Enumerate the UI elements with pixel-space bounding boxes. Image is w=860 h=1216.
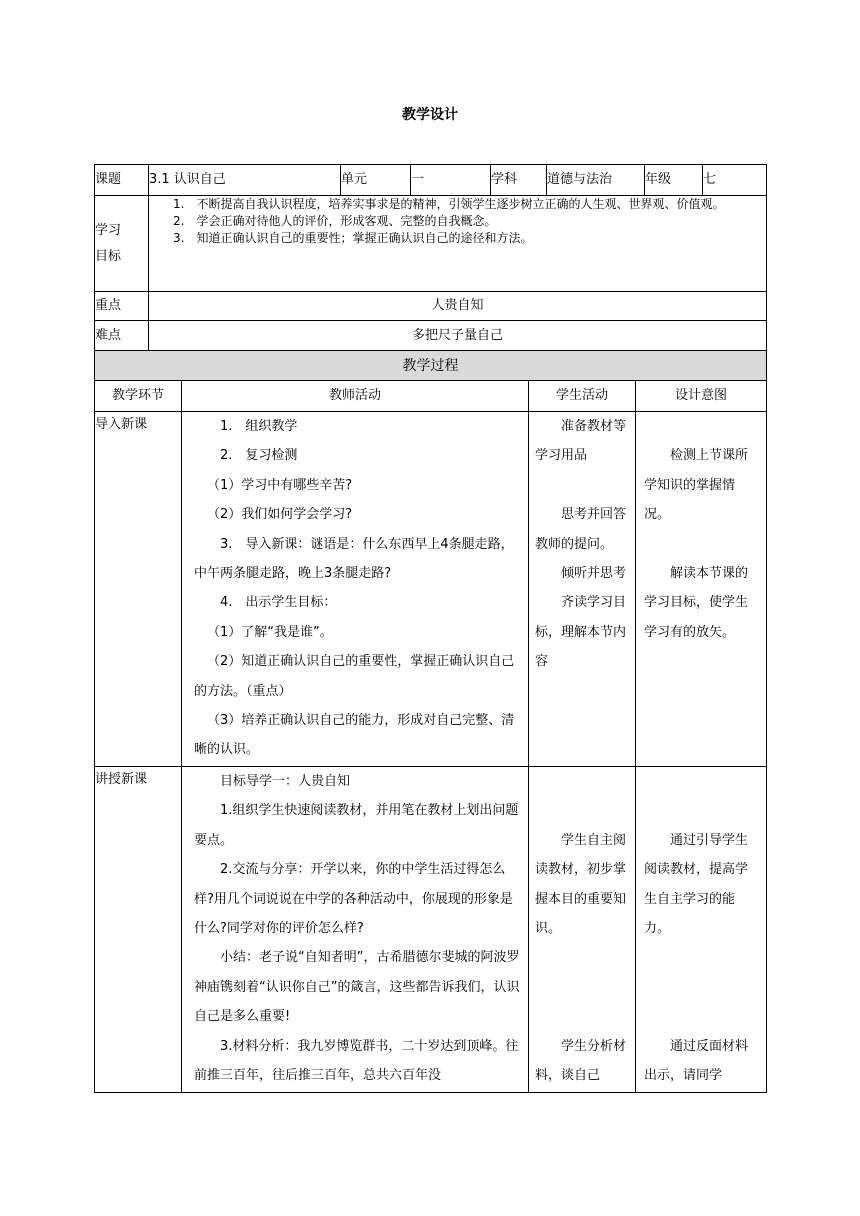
header-teacher: 教师活动 [182,381,529,412]
intent-line: 通过引导学生阅读教材，提高学生自主学习的能力。 [644,832,749,936]
process-table [94,350,767,1093]
subject-value: 道德与法治 [547,165,645,196]
goal-item: 3. 知道正确认识自己的重要性；掌握正确认识自己的途径和方法。 [173,231,533,245]
unit-label: 单元 [341,165,411,196]
lecture-student [529,767,636,1093]
teacher-line: 3.材料分析：我九岁博览群书，二十岁达到顶峰。往前推三百年，往后推三百年，总共六百年没 [194,1038,519,1084]
topic-label: 课题 [95,165,149,196]
unit-value: 一 [411,165,491,196]
intent-line: 通过反面材料出示，请同学 [644,1038,749,1083]
student-line: 倾听并思考 [561,566,627,582]
header-stage: 教学环节 [95,381,182,412]
info-table [94,164,767,351]
teacher-line: 目标导学一：人贵自知 [220,774,351,789]
goals-content [149,196,767,292]
topic-value: 3.1 认识自己 [149,165,341,196]
student-line: 齐读学习目标，理解本节内容 [535,595,627,670]
teacher-line: 1. 组织教学 [220,419,298,434]
header-intent: 设计意图 [636,381,767,412]
teacher-line: （1）了解“我是谁”。 [207,624,333,640]
teacher-line: （2）知道正确认识自己的重要性，掌握正确认识自己的方法。（重点） [194,654,515,699]
goal-item: 1. 不断提高自我认识程度，培养实事求是的精神，引领学生逐步树立正确的人生观、世界观、价值观。 [173,197,725,211]
difficulty-label: 难点 [95,321,149,351]
teacher-line: 2. 复习检测 [220,448,298,464]
page-title: 教学设计 [402,107,458,123]
teacher-line: 1.组织学生快速阅读教材，并用笔在教材上划出问题要点。 [194,803,519,848]
teacher-line: （2）我们如何学会学习? [207,507,353,523]
goals-label: 学习 目标 [95,196,149,292]
subject-label: 学科 [491,165,547,196]
process-title: 教学过程 [95,351,767,381]
lecture-stage: 讲授新课 [95,767,182,1093]
student-line: 准备教材等学习用品 [535,419,627,464]
header-student: 学生活动 [529,381,636,412]
teacher-line: （3）培养正确认识自己的能力，形成对自己完整、清晰的认识。 [194,713,515,758]
difficulty-value: 多把尺子量自己 [149,321,767,351]
teacher-line: 3. 导入新课：谜语是：什么东西早上4条腿走路，中午两条腿走路，晚上3条腿走路? [194,536,514,582]
teacher-line: 2.交流与分享：开学以来，你的中学生活过得怎么样?用几个词说说在中学的各种活动中，你展现的形象是什么?同学对你的评价怎么样? [194,862,513,937]
key-point-label: 重点 [95,292,149,321]
intent-line: 检测上节课所学知识的掌握情况。 [644,448,749,523]
intro-intent [636,412,767,767]
teacher-line: 小结：老子说“自知者明”，古希腊德尔斐城的阿波罗神庙镌刻着“认识你自己”的箴言，这些都告诉我们，认识自己是多么重要! [194,950,520,1025]
teacher-line: 4. 出示学生目标： [220,595,337,611]
student-line: 学生分析材料，谈自己 [535,1038,627,1083]
teacher-line: （1）学习中有哪些辛苦? [207,477,353,493]
intent-line: 解读本节课的学习目标，使学生学习有的放矢。 [644,566,749,640]
student-line: 学生自主阅读教材，初步掌握本目的重要知识。 [535,832,627,936]
key-point-value: 人贵自知 [149,292,767,321]
grade-label: 年级 [645,165,703,196]
lecture-teacher [182,767,529,1093]
intro-student [529,412,636,767]
intro-stage: 导入新课 [95,412,182,767]
lecture-intent [636,767,767,1093]
goal-item: 2. 学会正确对待他人的评价，形成客观、完整的自我概念。 [173,214,497,228]
intro-teacher [182,412,529,767]
grade-value: 七 [703,165,767,196]
student-line: 思考并回答教师的提问。 [535,507,627,552]
